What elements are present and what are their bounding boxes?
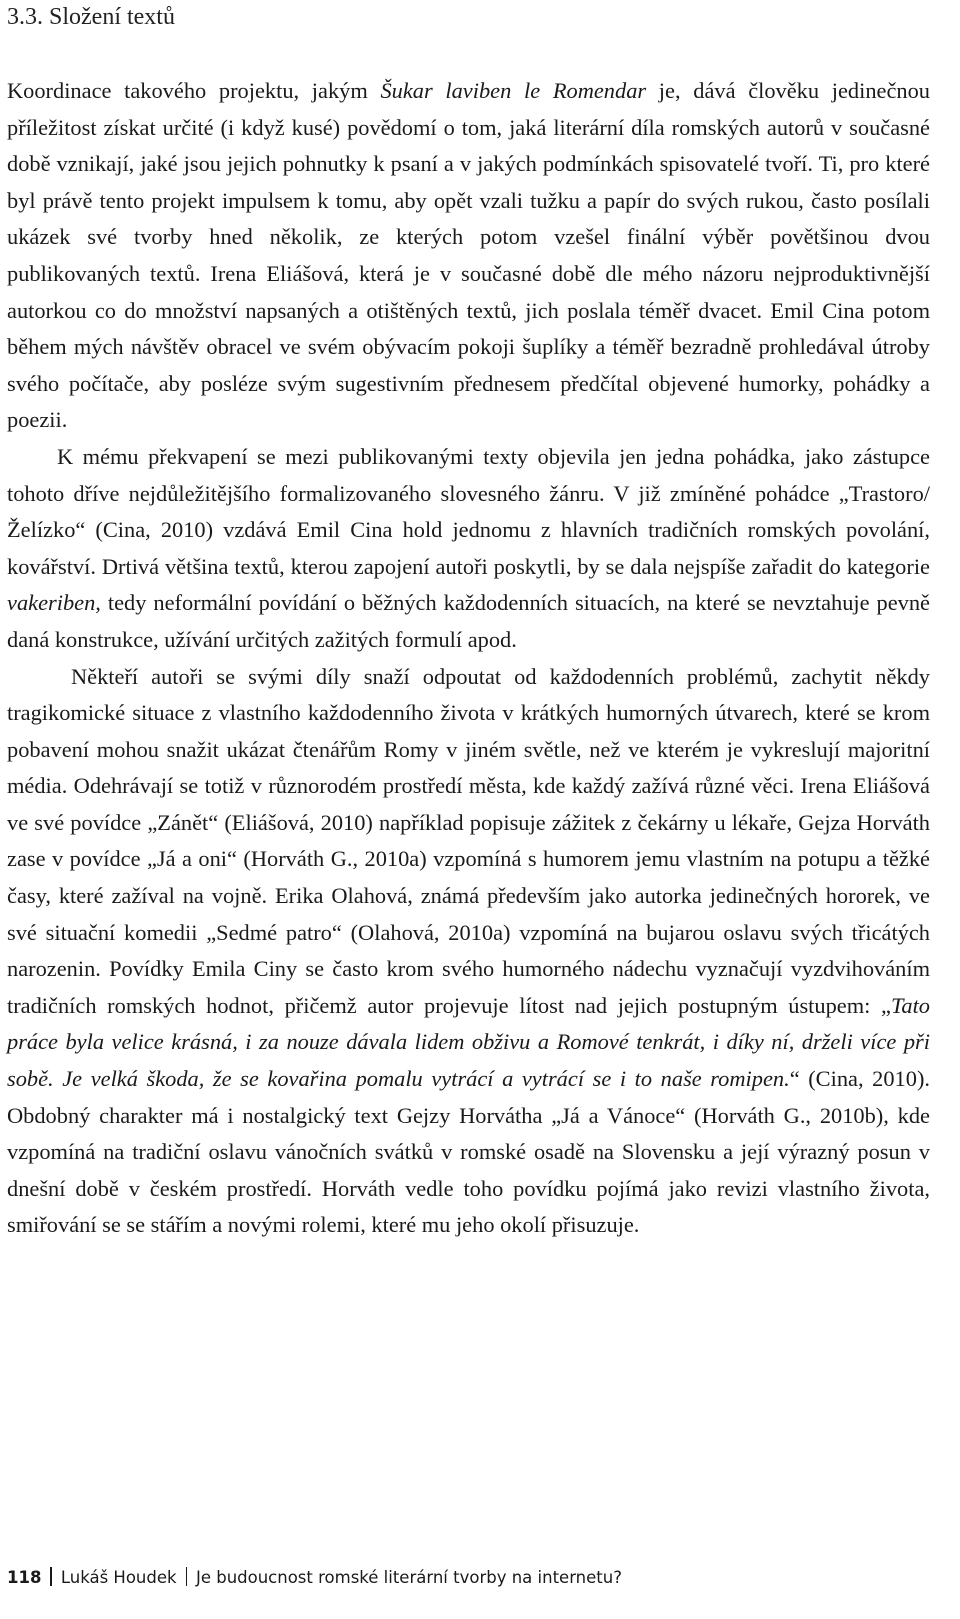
paragraph-2 (7, 439, 930, 659)
paragraph-3-text-c: “ (Cina, 2010). Obdobný charakter má i nostalgický text Gejzy Horvátha „Já a Vánoce“ (Horváth G., 2010b), kde vzpomíná na tradiční oslavu vánočních svátků v romské osadě na Slovensku a její výrazný posun v dnešní době v českém prostředí. Horváth vedle toho povídku pojímá jako revizi vlastního života, smiřování se se stářím a novými rolemi, které mu jeho okolí přisuzuje. (7, 1066, 930, 1238)
paragraph-2-text-a: K mému překvapení se mezi publikovanými texty objevila jen jedna pohádka, jako zástupce tohoto dříve nejdůležitějšího formalizovaného slovesného žánru. V již zmíněné pohádce „Trastoro/Želízko“ (Cina, 2010) vzdává Emil Cina hold jednomu z hlavních tradičních romských povolání, kovářství. Drtivá většina textů, kterou zapojení autoři poskytli, by se dala nejspíše zařadit do kategorie (7, 443, 930, 579)
footer-title: Je budoucnost romské literární tvorby na internetu? (195, 1568, 622, 1587)
footer-separator (50, 1567, 51, 1586)
paragraph-3-quote: Tato práce byla velice krásná, i za nouze dávala lidem obživu a Romové tenkrát, i díky ní, drželi více při sobě. Je velká škoda, že se kovařina pomalu vytrácí a vytrácí se i to naše romipen. (7, 992, 930, 1092)
footer-author: Lukáš Houdek (60, 1568, 177, 1587)
page-footer (7, 1567, 937, 1589)
page-number: 118 (7, 1568, 42, 1587)
section-heading: 3.3. Složení textů (7, 4, 175, 30)
paragraph-1-book-title: Šukar laviben le Romendar (380, 78, 647, 103)
paragraph-2-term: vakeriben, (7, 590, 101, 616)
paragraph-2-text-c: tedy neformální povídání o běžných každodenních situacích, na které se nevztahuje pevně daná konstrukce, užívání určitých zažitých formulí apod. (7, 590, 930, 652)
footer-separator (186, 1567, 187, 1586)
paragraph-1-text-a: Koordinace takového projektu, jakým (7, 78, 381, 103)
paragraph-3-text-a: Někteří autoři se svými díly snaží odpoutat od každodenních problémů, zachytit někdy tragikomické situace z vlastního každodenního života v krátkých humorných útvarech, které se krom pobavení mohou snažit ukázat čtenářům Romy v jiném světle, než ve kterém je vykreslují majoritní média. Odehrávají se totiž v různorodém prostředí města, kde každý zažívá různé věci. Irena Eliášová ve své povídce „Zánět“ (Eliášová, 2010) například popisuje zážitek z čekárny u lékaře, Gejza Horváth zase v povídce „Já a oni“ (Horváth G., 2010a) vzpomíná s humorem jemu vlastním na potupu a těžké časy, které zažíval na vojně. Erika Olahová, známá především jako autorka jedinečných hororek, ve své situační komedii „Sedmé patro“ (Olahová, 2010a) vzpomíná na bujarou oslavu svých třicátých narozenin. Povídky Emila Ciny se často krom svého humorného nádechu vyznačují vyzdvihováním tradičních romských hodnot, přičemž autor projevuje lítost nad jejich postupným ústupem: „ (7, 663, 930, 1018)
paragraph-1 (7, 73, 930, 439)
paragraph-3 (7, 659, 930, 1245)
page-content (7, 0, 930, 1244)
paragraph-1-text-c: je, dává člověku jedinečnou příležitost získat určité (i když kusé) povědomí o tom, jaká literární díla romských autorů v současné době vznikají, jaké jsou jejich pohnutky k psaní a v jakých podmínkách spisovatelé tvoří. Ti, pro které byl právě tento projekt impulsem k tomu, aby opět vzali tužku a papír do svých rukou, často posílali ukázek své tvorby hned několik, ze kterých potom vzešel finální výběr povětšinou dvou publikovaných textů. Irena Eliášová, která je v současné době dle mého názoru nejproduktivnější autorkou co do množství napsaných a otištěných textů, jich poslala téměř dvacet. Emil Cina potom během mých návštěv obracel ve svém obývacím pokoji šuplíky a téměř bezradně prohledával útroby svého počítače, aby posléze svým sugestivním přednesem předčítal objevené humorky, pohádky a poezii. (7, 78, 930, 433)
